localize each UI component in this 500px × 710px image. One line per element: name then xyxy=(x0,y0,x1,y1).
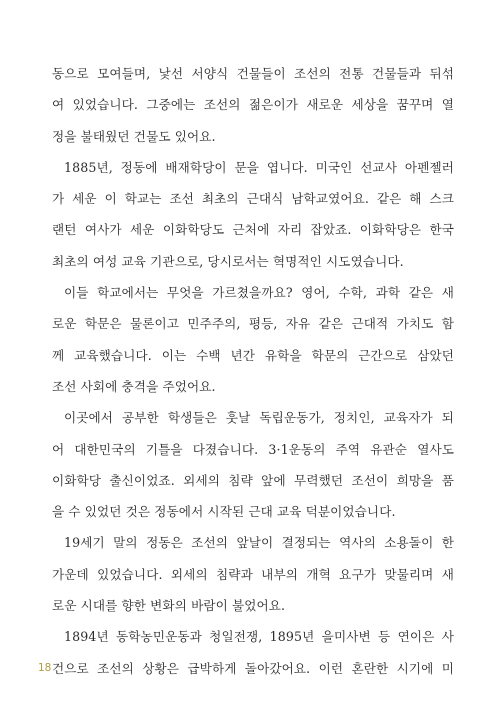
text-line: 을 수 있었던 것은 정동에서 시작된 근대 교육 덕분이었습니다. xyxy=(52,504,396,520)
text-line: 이곳에서 공부한 학생들은 훗날 독립운동가, 정치인, 교육자가 되 xyxy=(64,410,454,426)
text-line: 정을 불태웠던 건물도 있어요. xyxy=(52,128,216,144)
text-line: 가 세운 이 학교는 조선 최초의 근대식 남학교였어요. 같은 해 스크 xyxy=(52,191,454,207)
text-line: 건으로 조선의 상황은 급박하게 돌아갔어요. 이런 혼란한 시기에 미 xyxy=(52,660,454,676)
text-line: 이들 학교에서는 무엇을 가르쳤을까요? 영어, 수학, 과학 같은 새 xyxy=(64,285,454,301)
page-number: 18 xyxy=(38,662,52,674)
text-line: 1894년 동학농민운동과 청일전쟁, 1895년 을미사변 등 연이은 사 xyxy=(64,629,454,645)
text-line: 로운 학문은 물론이고 민주주의, 평등, 자유 같은 근대적 가치도 함 xyxy=(52,316,454,332)
text-line: 어 대한민국의 기틀을 다졌습니다. 3·1운동의 주역 유관순 열사도 xyxy=(52,441,454,457)
text-line: 1885년, 정동에 배재학당이 문을 엽니다. 미국인 선교사 아펜젤러 xyxy=(64,159,454,175)
text-line: 로운 시대를 향한 변화의 바람이 불었어요. xyxy=(52,598,286,614)
text-line: 19세기 말의 정동은 조선의 앞날이 결정되는 역사의 소용돌이 한 xyxy=(64,535,454,551)
text-line: 조선 사회에 충격을 주었어요. xyxy=(52,378,216,394)
text-line: 이화학당 출신이었죠. 외세의 침략 앞에 무력했던 조선이 희망을 품 xyxy=(52,472,454,488)
text-line: 동으로 모여들며, 낯선 서양식 건물들이 조선의 전통 건물들과 뒤섞 xyxy=(52,66,454,81)
text-line: 여 있었습니다. 그중에는 조선의 젊은이가 새로운 세상을 꿈꾸며 열 xyxy=(52,97,454,113)
body-text xyxy=(52,58,454,684)
text-line: 가운데 있었습니다. 외세의 침략과 내부의 개혁 요구가 맞물리며 새 xyxy=(52,566,454,582)
text-line: 최초의 여성 교육 기관으로, 당시로서는 혁명적인 시도였습니다. xyxy=(52,253,404,269)
text-line: 께 교육했습니다. 이는 수백 년간 유학을 학문의 근간으로 삼았던 xyxy=(52,347,454,363)
text-line: 랜턴 여사가 세운 이화학당도 근처에 자리 잡았죠. 이화학당은 한국 xyxy=(52,222,454,238)
